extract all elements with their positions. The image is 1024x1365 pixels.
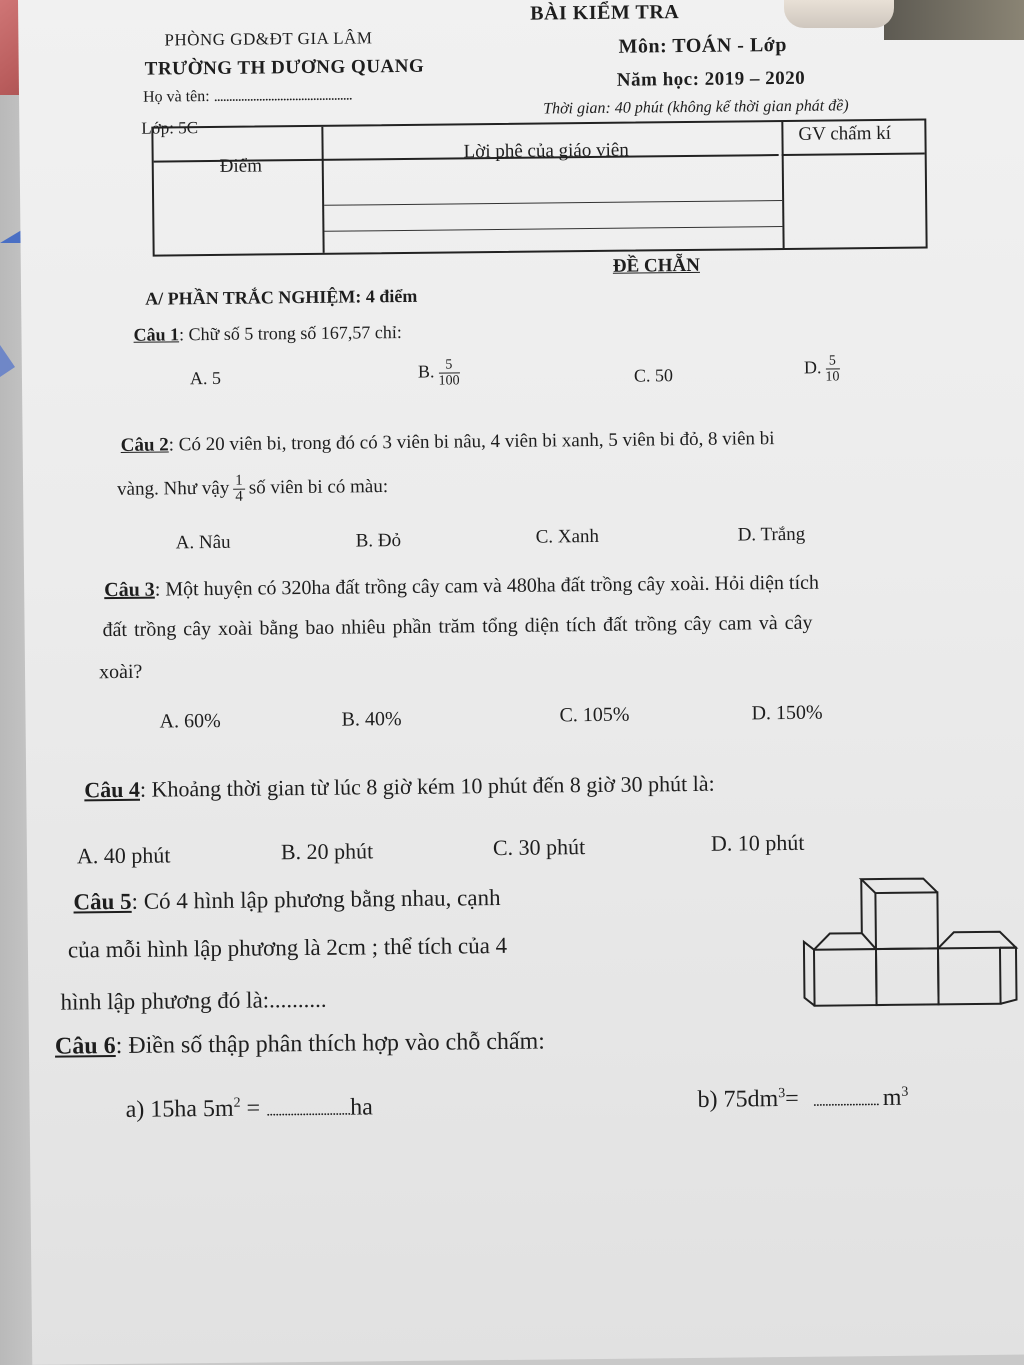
q4-option-a: A. 40 phút bbox=[76, 842, 171, 869]
q6-part-a: a) 15ha $5m^2 = ............................ha$ bbox=[125, 1094, 373, 1123]
q6-a-dots: ............................ bbox=[266, 1101, 351, 1120]
question-4: Câu 4: Khoảng thời gian từ lúc 8 giờ kém 10 phút đến 8 giờ 30 phút là: bbox=[84, 770, 715, 803]
q2-option-b: B. Đỏ bbox=[355, 530, 402, 552]
cube-front-top bbox=[875, 892, 938, 949]
q1-option-c: C. 50 bbox=[633, 365, 674, 386]
class-label: Lớp: 5C bbox=[141, 118, 199, 138]
q6-part-b: b) $75dm^3=$ ...................... $m^3$ bbox=[697, 1084, 909, 1113]
cube-front-3 bbox=[938, 948, 1001, 1005]
q1-option-d: D. $\frac{5}{10}$ bbox=[803, 353, 840, 385]
q2-option-d: D. Trắng bbox=[737, 523, 806, 546]
section-a-title: A/ PHẦN TRẮC NGHIỆM: 4 điểm bbox=[145, 285, 418, 309]
question-2: Câu 2: Có 20 viên bi, trong đó có 3 viên bi nâu, 4 viên bi xanh, 5 viên bi đỏ, 8 viên bi bbox=[120, 428, 775, 456]
sign-header: GV chấm kí bbox=[798, 122, 892, 145]
blue-mark bbox=[0, 345, 15, 377]
q3-option-c: C. 105% bbox=[559, 703, 630, 727]
question-5-line3: hình lập phương đó là:.......... bbox=[60, 986, 327, 1015]
dark-object bbox=[884, 0, 1024, 40]
q1-option-a: A. 5 bbox=[189, 367, 222, 389]
q4-option-d: D. 10 phút bbox=[710, 829, 805, 856]
question-3: Câu 3: Một huyện có 320ha đất trồng cây cam và 480ha đất trồng cây xoài. Hỏi diện tích bbox=[104, 571, 820, 602]
q1-option-b: B. $\frac{5}{100}$ bbox=[417, 357, 460, 389]
paper-object bbox=[784, 0, 894, 28]
score-header: Điểm bbox=[219, 155, 263, 177]
name-dots: .............................................. bbox=[213, 86, 352, 105]
time-note: Thời gian: 40 phút (không kể thời gian phát đề) bbox=[543, 97, 849, 118]
question-3-line3: xoài? bbox=[98, 660, 143, 684]
name-label: Họ và tên: .............................................. bbox=[142, 86, 352, 106]
school-name: TRƯỜNG TH DƯƠNG QUANG bbox=[144, 55, 425, 80]
cubes-figure bbox=[799, 876, 1020, 1018]
question-6: Câu 6: Điền số thập phân thích hợp vào chỗ chấm: bbox=[54, 1028, 546, 1060]
subject: Môn: TOÁN - Lớp bbox=[618, 33, 788, 58]
question-2-line2: vàng. Như vậy $\frac{1}{4}$ số viên bi có màu: bbox=[117, 472, 389, 505]
question-5: Câu 5: Có 4 hình lập phương bằng nhau, cạnh bbox=[73, 884, 501, 915]
q6-b-dots: ...................... bbox=[812, 1092, 879, 1110]
comment-header: Lời phê của giáo viên bbox=[463, 139, 629, 163]
q4-option-b: B. 20 phút bbox=[280, 838, 374, 865]
department: PHÒNG GD&ĐT GIA LÂM bbox=[164, 28, 373, 50]
cube-front-1 bbox=[814, 949, 877, 1006]
q3-option-a: A. 60% bbox=[159, 709, 221, 733]
score-table bbox=[151, 118, 927, 256]
q2-option-c: C. Xanh bbox=[535, 525, 600, 548]
question-3-line2: đất trồng cây xoài bằng bao nhiêu phần trăm tổng diện tích đất trồng cây cam và cây bbox=[102, 611, 813, 642]
q4-option-c: C. 30 phút bbox=[492, 834, 586, 861]
q3-option-d: D. 150% bbox=[751, 701, 823, 725]
question-1: Câu 1: Chữ số 5 trong số 167,57 chỉ: bbox=[133, 321, 402, 345]
school-year: Năm học: 2019 – 2020 bbox=[616, 67, 806, 91]
exam-variant: ĐỀ CHẴN bbox=[612, 254, 701, 277]
q3-option-b: B. 40% bbox=[341, 708, 402, 731]
question-5-line2: của mỗi hình lập phương là 2cm ; thể tích của 4 bbox=[67, 932, 508, 963]
exam-paper bbox=[18, 0, 1024, 1365]
cube-front-2 bbox=[876, 948, 939, 1005]
q2-option-a: A. Nâu bbox=[175, 531, 231, 554]
exam-title: BÀI KIỂM TRA bbox=[530, 1, 680, 25]
